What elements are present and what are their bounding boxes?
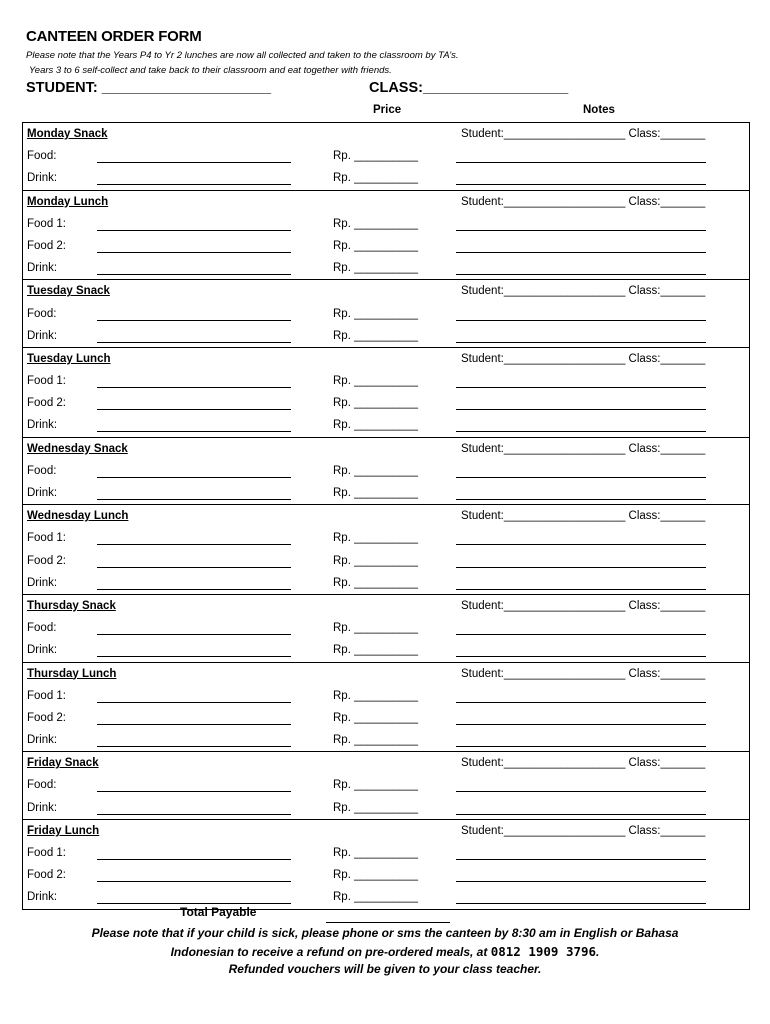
order-item-row (23, 213, 749, 235)
section-header-row (23, 752, 749, 774)
item-label: Food 2: (27, 711, 66, 724)
student-class-field[interactable]: Student:___________________ Class:_______ (461, 667, 706, 680)
notes-entry-line[interactable] (456, 702, 706, 703)
item-entry-line[interactable] (97, 859, 291, 860)
order-item-row (23, 370, 749, 392)
order-item-row (23, 550, 749, 572)
order-item-row (23, 864, 749, 886)
price-field[interactable]: Rp. __________ (333, 464, 419, 477)
order-item-row (23, 797, 749, 819)
price-field[interactable]: Rp. __________ (333, 419, 419, 432)
notes-entry-line[interactable] (456, 881, 706, 882)
order-item-row (23, 392, 749, 414)
student-class-field[interactable]: Student:___________________ Class:_______ (461, 128, 706, 140)
student-class-field[interactable]: Student:___________________ Class:_______ (461, 352, 706, 365)
price-field[interactable]: Rp. __________ (333, 329, 419, 342)
price-field[interactable]: Rp. __________ (333, 779, 419, 792)
item-entry-line[interactable] (97, 746, 291, 747)
item-label: Food: (27, 464, 57, 477)
item-entry-line[interactable] (97, 342, 291, 343)
item-label: Food 1: (27, 217, 66, 230)
section-header-row (23, 191, 749, 213)
notes-entry-line[interactable] (456, 252, 706, 253)
price-field[interactable]: Rp. __________ (333, 532, 419, 545)
price-field[interactable]: Rp. __________ (333, 576, 419, 589)
order-table (22, 122, 750, 910)
student-class-field[interactable]: Student:___________________ Class:_______ (461, 757, 706, 770)
notes-entry-line[interactable] (456, 814, 706, 815)
item-label: Food: (27, 622, 57, 635)
price-field[interactable]: Rp. __________ (333, 307, 419, 320)
item-label: Drink: (27, 172, 58, 185)
price-field[interactable]: Rp. __________ (333, 487, 419, 499)
order-item-row (23, 482, 749, 504)
section-title: Tuesday Lunch (27, 352, 111, 365)
section-title: Wednesday Lunch (27, 510, 129, 523)
section-title: Monday Lunch (27, 195, 109, 208)
order-item-row (23, 685, 749, 707)
price-field[interactable]: Rp. __________ (333, 801, 419, 814)
item-entry-line[interactable] (97, 431, 291, 432)
item-label: Food 1: (27, 375, 66, 388)
item-entry-line[interactable] (97, 274, 291, 275)
student-class-field[interactable]: Student:___________________ Class:_______ (461, 442, 706, 455)
price-field[interactable]: Rp. __________ (333, 554, 419, 567)
order-item-row (23, 842, 749, 864)
order-section (22, 594, 750, 662)
price-field[interactable]: Rp. __________ (333, 239, 419, 252)
order-section (22, 122, 750, 190)
section-header-row (23, 505, 749, 527)
item-entry-line[interactable] (97, 567, 291, 568)
notes-entry-line[interactable] (456, 791, 706, 792)
collection-note-line-2: Years 3 to 6 self-collect and take back to their classroom and eat together with friends. (29, 65, 392, 76)
notes-column-heading: Notes (583, 104, 615, 116)
footer-note-period: . (596, 945, 600, 959)
canteen-phone-number: 0812 1909 3796 (490, 944, 597, 959)
item-entry-line[interactable] (97, 320, 291, 321)
notes-entry-line[interactable] (456, 903, 706, 904)
item-label: Food 1: (27, 689, 66, 702)
item-entry-line[interactable] (97, 477, 291, 478)
item-label: Food 2: (27, 239, 66, 252)
notes-entry-line[interactable] (456, 544, 706, 545)
student-class-field[interactable]: Student:___________________ Class:_______ (461, 824, 706, 837)
order-item-row (23, 774, 749, 796)
notes-entry-line[interactable] (456, 724, 706, 725)
section-title: Friday Snack (27, 757, 99, 770)
notes-entry-line[interactable] (456, 499, 706, 500)
order-section (22, 437, 750, 505)
order-item-row (23, 707, 749, 729)
section-header-row (23, 595, 749, 617)
section-title: Thursday Lunch (27, 667, 117, 680)
order-item-row (23, 460, 749, 482)
item-entry-line[interactable] (97, 499, 291, 500)
item-label: Drink: (27, 419, 58, 432)
order-item-row (23, 325, 749, 347)
order-item-row (23, 145, 749, 167)
order-item-row (23, 527, 749, 549)
order-section (22, 819, 750, 910)
price-field[interactable]: Rp. __________ (333, 217, 419, 230)
item-label: Food 2: (27, 397, 66, 410)
price-field[interactable]: Rp. __________ (333, 622, 419, 635)
order-item-row (23, 235, 749, 257)
price-field[interactable]: Rp. __________ (333, 262, 419, 275)
section-header-row (23, 820, 749, 842)
price-field[interactable]: Rp. __________ (333, 734, 419, 747)
form-title: CANTEEN ORDER FORM (26, 28, 202, 45)
item-entry-line[interactable] (97, 184, 291, 185)
notes-entry-line[interactable] (456, 387, 706, 388)
price-field[interactable]: Rp. __________ (333, 375, 419, 388)
notes-entry-line[interactable] (456, 431, 706, 432)
section-header-row (23, 280, 749, 302)
price-field[interactable]: Rp. __________ (333, 150, 419, 163)
notes-entry-line[interactable] (456, 162, 706, 163)
order-item-row (23, 303, 749, 325)
item-entry-line[interactable] (97, 724, 291, 725)
item-entry-line[interactable] (97, 814, 291, 815)
price-field[interactable]: Rp. __________ (333, 711, 419, 724)
section-title: Tuesday Snack (27, 285, 110, 298)
order-section (22, 347, 750, 437)
item-label: Food 1: (27, 532, 66, 545)
item-label: Drink: (27, 891, 58, 904)
item-entry-line[interactable] (97, 162, 291, 163)
section-header-row (23, 348, 749, 370)
total-payable-line[interactable] (326, 922, 450, 923)
notes-entry-line[interactable] (456, 567, 706, 568)
notes-entry-line[interactable] (456, 589, 706, 590)
item-label: Food 2: (27, 869, 66, 882)
student-class-field[interactable]: Student:___________________ Class:_______ (461, 510, 706, 523)
order-section (22, 504, 750, 594)
order-item-row (23, 414, 749, 436)
section-title: Friday Lunch (27, 824, 100, 837)
order-section (22, 662, 750, 752)
item-label: Drink: (27, 576, 58, 589)
section-title: Monday Snack (27, 128, 108, 140)
item-entry-line[interactable] (97, 656, 291, 657)
price-field[interactable]: Rp. __________ (333, 644, 419, 657)
item-entry-line[interactable] (97, 634, 291, 635)
price-field[interactable]: Rp. __________ (333, 397, 419, 410)
student-class-field[interactable]: Student:___________________ Class:_______ (461, 285, 706, 298)
class-field-label[interactable]: CLASS:__________________ (369, 80, 569, 96)
footer-note-text: Indonesian to receive a refund on pre-ordered meals, at (170, 945, 491, 959)
item-label: Food 1: (27, 847, 66, 859)
order-item-row (23, 167, 749, 189)
price-field[interactable]: Rp. __________ (333, 689, 419, 702)
price-field[interactable]: Rp. __________ (333, 869, 419, 882)
item-label: Drink: (27, 262, 58, 275)
item-label: Food 2: (27, 554, 66, 567)
footer-note-line-1: Please note that if your child is sick, please phone or sms the canteen by 8:30 am in English or Bahasa (91, 926, 679, 940)
item-entry-line[interactable] (97, 791, 291, 792)
order-item-row (23, 572, 749, 594)
notes-entry-line[interactable] (456, 184, 706, 185)
section-header-row (23, 123, 749, 145)
item-entry-line[interactable] (97, 230, 291, 231)
notes-entry-line[interactable] (456, 409, 706, 410)
section-title: Wednesday Snack (27, 442, 128, 455)
order-item-row (23, 639, 749, 661)
student-class-field[interactable]: Student:___________________ Class:_______ (461, 599, 706, 612)
order-item-row (23, 617, 749, 639)
notes-entry-line[interactable] (456, 859, 706, 860)
notes-entry-line[interactable] (456, 320, 706, 321)
item-entry-line[interactable] (97, 702, 291, 703)
footer-note-line-2 (0, 944, 770, 959)
item-entry-line[interactable] (97, 589, 291, 590)
item-entry-line[interactable] (97, 409, 291, 410)
section-header-row (23, 663, 749, 685)
notes-entry-line[interactable] (456, 274, 706, 275)
item-entry-line[interactable] (97, 881, 291, 882)
order-section (22, 751, 750, 819)
notes-entry-line[interactable] (456, 342, 706, 343)
student-field-label[interactable]: STUDENT: _____________________ (26, 80, 272, 96)
section-title: Thursday Snack (27, 599, 116, 612)
order-item-row (23, 729, 749, 751)
item-entry-line[interactable] (97, 544, 291, 545)
section-header-row (23, 438, 749, 460)
notes-entry-line[interactable] (456, 656, 706, 657)
order-section (22, 279, 750, 347)
order-section (22, 190, 750, 280)
collection-note-line-1: Please note that the Years P4 to Yr 2 lunches are now all collected and taken to the classroom by TA’s. (26, 50, 459, 61)
price-column-heading: Price (373, 104, 402, 116)
notes-entry-line[interactable] (456, 746, 706, 747)
notes-entry-line[interactable] (456, 634, 706, 635)
order-item-row (23, 257, 749, 279)
notes-entry-line[interactable] (456, 230, 706, 231)
item-label: Drink: (27, 487, 58, 499)
order-item-row (23, 886, 749, 908)
footer-note-line-3: Refunded vouchers will be given to your class teacher. (228, 962, 542, 976)
student-class-field[interactable]: Student:___________________ Class:_______ (461, 195, 706, 208)
item-entry-line[interactable] (97, 252, 291, 253)
item-label: Food: (27, 150, 57, 163)
price-field[interactable]: Rp. __________ (333, 847, 419, 859)
item-label: Drink: (27, 329, 58, 342)
item-label: Drink: (27, 644, 58, 657)
notes-entry-line[interactable] (456, 477, 706, 478)
price-field[interactable]: Rp. __________ (333, 891, 419, 904)
item-label: Drink: (27, 801, 58, 814)
item-label: Food: (27, 779, 57, 792)
item-label: Drink: (27, 734, 58, 747)
item-label: Food: (27, 307, 57, 320)
total-payable-label: Total Payable (180, 905, 257, 919)
price-field[interactable]: Rp. __________ (333, 172, 419, 185)
item-entry-line[interactable] (97, 387, 291, 388)
